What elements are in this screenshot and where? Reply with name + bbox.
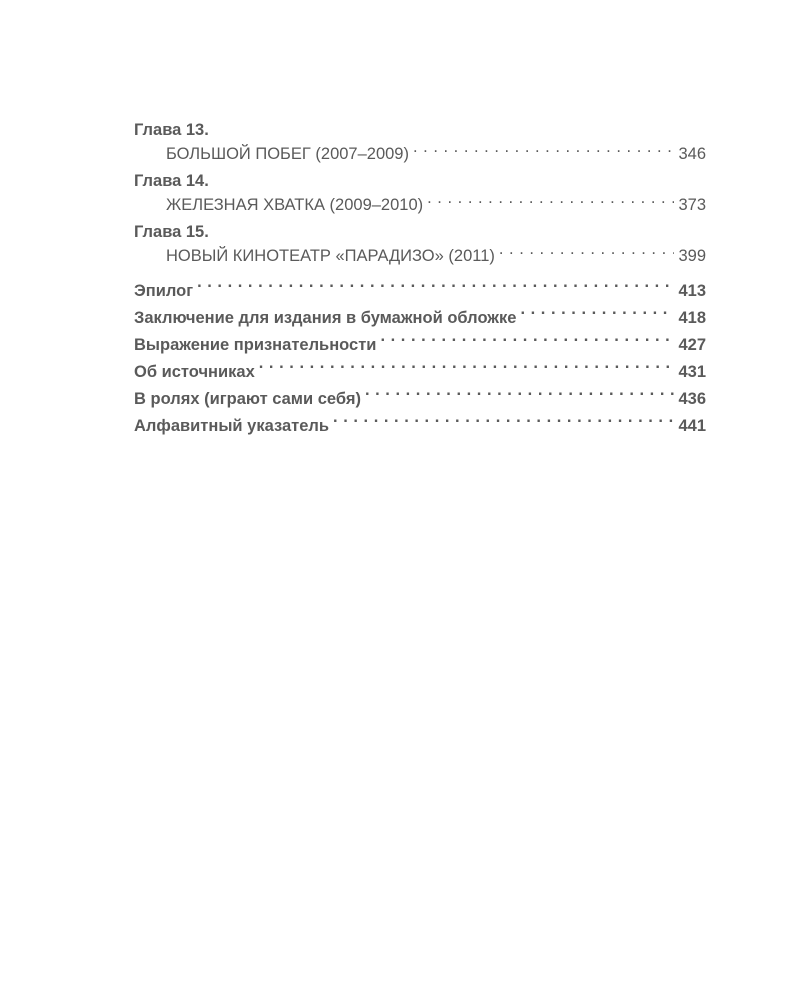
dot-leader [333, 415, 674, 432]
chapter-entry-15 [134, 220, 706, 268]
entry-title: Эпилог [134, 282, 194, 300]
chapter-label: Глава 13. [134, 121, 209, 139]
chapter-entry-14 [134, 169, 706, 217]
page-number: 427 [678, 336, 706, 354]
toc-entry-cast[interactable] [134, 386, 706, 413]
page-number: 436 [678, 390, 706, 408]
entry-title: НОВЫЙ КИНОТЕАТР «ПАРАДИЗО» (2011) [166, 247, 495, 265]
entry-title: БОЛЬШОЙ ПОБЕГ (2007–2009) [166, 145, 409, 163]
chapter-label: Глава 15. [134, 223, 209, 241]
entry-title: В ролях (играют сами себя) [134, 390, 361, 408]
entry-title: Алфавитный указатель [134, 417, 330, 435]
toc-entry[interactable] [134, 193, 706, 217]
dot-leader [365, 388, 675, 405]
dot-leader [259, 361, 675, 378]
page-number: 441 [678, 417, 706, 435]
page-number: 431 [678, 363, 706, 381]
dot-leader [413, 143, 674, 160]
page-number: 346 [678, 145, 706, 163]
dot-leader [499, 245, 675, 262]
toc-entry-epilogue[interactable] [134, 278, 706, 305]
table-of-contents [134, 118, 706, 440]
page-number: 413 [678, 282, 706, 300]
entry-title: ЖЕЛЕЗНАЯ ХВАТКА (2009–2010) [166, 196, 424, 214]
entry-title: Выражение признательности [134, 336, 377, 354]
toc-entry[interactable] [134, 142, 706, 166]
entry-title: Об источниках [134, 363, 255, 381]
entry-title: Заключение для издания в бумажной обложке [134, 309, 517, 327]
toc-entry-sources[interactable] [134, 359, 706, 386]
toc-entry-index[interactable] [134, 413, 706, 440]
toc-entry-paperback-afterword[interactable] [134, 305, 706, 332]
toc-entry-acknowledgements[interactable] [134, 332, 706, 359]
dot-leader [520, 307, 674, 324]
dot-leader [427, 194, 674, 211]
dot-leader [380, 334, 674, 351]
chapter-label: Глава 14. [134, 172, 209, 190]
page-number: 418 [678, 309, 706, 327]
dot-leader [197, 280, 674, 297]
page-number: 373 [678, 196, 706, 214]
page-number: 399 [678, 247, 706, 265]
toc-entry[interactable] [134, 244, 706, 268]
back-matter-list [134, 278, 706, 440]
chapter-entry-13 [134, 118, 706, 166]
